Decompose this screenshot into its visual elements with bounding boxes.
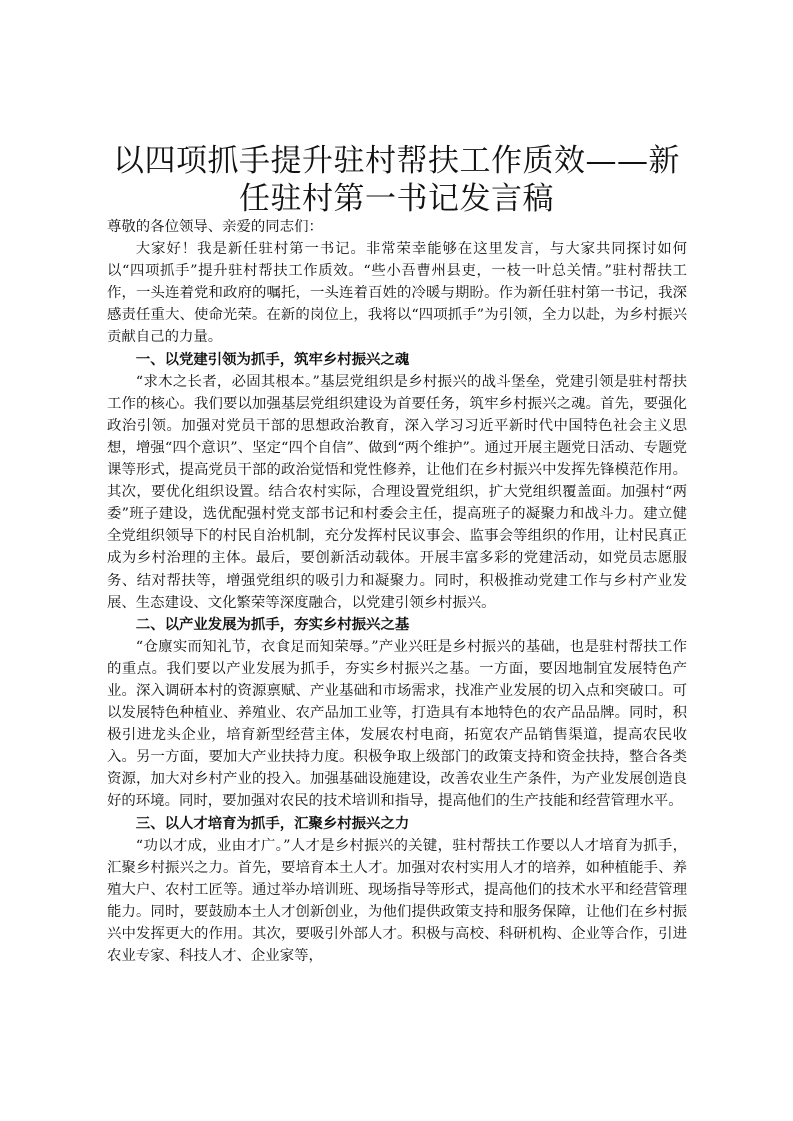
document-body [107, 216, 687, 967]
document-title: 以四项抓手提升驻村帮扶工作质效——新任驻村第一书记发言稿 [113, 143, 680, 217]
section-1-heading: 一、以党建引领为抓手，筑牢乡村振兴之魂 [135, 350, 410, 368]
section-2-paragraph: “仓廪实而知礼节，衣食足而知荣辱。”产业兴旺是乡村振兴的基础，也是驻村帮扶工作的重点。我们要以产业发展为抓手，夯实乡村振兴之基。一方面，要因地制宜发展特色产业。深入调研本村的资源禀赋、产业基础和市场需求，找准产业发展的切入点和突破口。可以发展特色种植业、养殖业、农产品加工业等，打造具有本地特色的农产品品牌。同时，积极引进龙头企业，培育新型经营主体，发展农村电商，拓宽农产品销售渠道，提高农民收入。另一方面，要加大产业扶持力度。积极争取上级部门的政策支持和资金扶持，整合各类资源，加大对乡村产业的投入。加强基础设施建设，改善农业生产条件，为产业发展创造良好的环境。同时，要加强对农民的技术培训和指导，提高他们的生产技能和经营管理水平。 [107, 638, 687, 810]
section-2-heading: 二、以产业发展为抓手，夯实乡村振兴之基 [135, 615, 410, 633]
section-3-paragraph: “功以才成，业由才广。”人才是乡村振兴的关键，驻村帮扶工作要以人才培育为抓手，汇聚乡村振兴之力。首先，要培育本土人才。加强对农村实用人才的培养，如种植能手、养殖大户、农村工匠等。通过举办培训班、现场指导等形式，提高他们的技术水平和经营管理能力。同时，要鼓励本土人才创新创业，为他们提供政策支持和服务保障，让他们在乡村振兴中发挥更大的作用。其次，要吸引外部人才。积极与高校、科研机构、企业等合作，引进农业专家、科技人才、企业家等， [107, 837, 687, 965]
salutation: 尊敬的各位领导、亲爱的同志们： [107, 219, 323, 235]
section-1-paragraph: “求木之长者，必固其根本。”基层党组织是乡村振兴的战斗堡垒，党建引领是驻村帮扶工作的核心。我们要以加强基层党组织建设为首要任务，筑牢乡村振兴之魂。首先，要强化政治引领。加强对党员干部的思想政治教育，深入学习习近平新时代中国特色社会主义思想，增强“四个意识”、坚定“四个自信”、做到“两个维护”。通过开展主题党日活动、专题党课等形式，提高党员干部的政治觉悟和党性修养，让他们在乡村振兴中发挥先锋模范作用。其次，要优化组织设置。结合农村实际，合理设置党组织，扩大党组织覆盖面。加强村“两委”班子建设，选优配强村党支部书记和村委会主任，提高班子的凝聚力和战斗力。建立健全党组织领导下的村民自治机制，充分发挥村民议事会、监事会等组织的作用，让村民真正成为乡村治理的主体。最后，要创新活动载体。开展丰富多彩的党建活动，如党员志愿服务、结对帮扶等，增强党组织的吸引力和凝聚力。同时，积极推动党建工作与乡村产业发展、生态建设、文化繁荣等深度融合，以党建引领乡村振兴。 [107, 373, 687, 611]
intro-paragraph: 大家好！我是新任驻村第一书记。非常荣幸能够在这里发言，与大家共同探讨如何以“四项抓手”提升驻村帮扶工作质效。“些小吾曹州县吏，一枝一叶总关情。”驻村帮扶工作，一头连着党和政府的嘱托，一头连着百姓的冷暖与期盼。作为新任驻村第一书记，我深感责任重大、使命光荣。在新的岗位上，我将以“四项抓手”为引领，全力以赴，为乡村振兴贡献自己的力量。 [107, 241, 687, 346]
section-3-heading: 三、以人才培育为抓手，汇聚乡村振兴之力 [135, 814, 410, 832]
